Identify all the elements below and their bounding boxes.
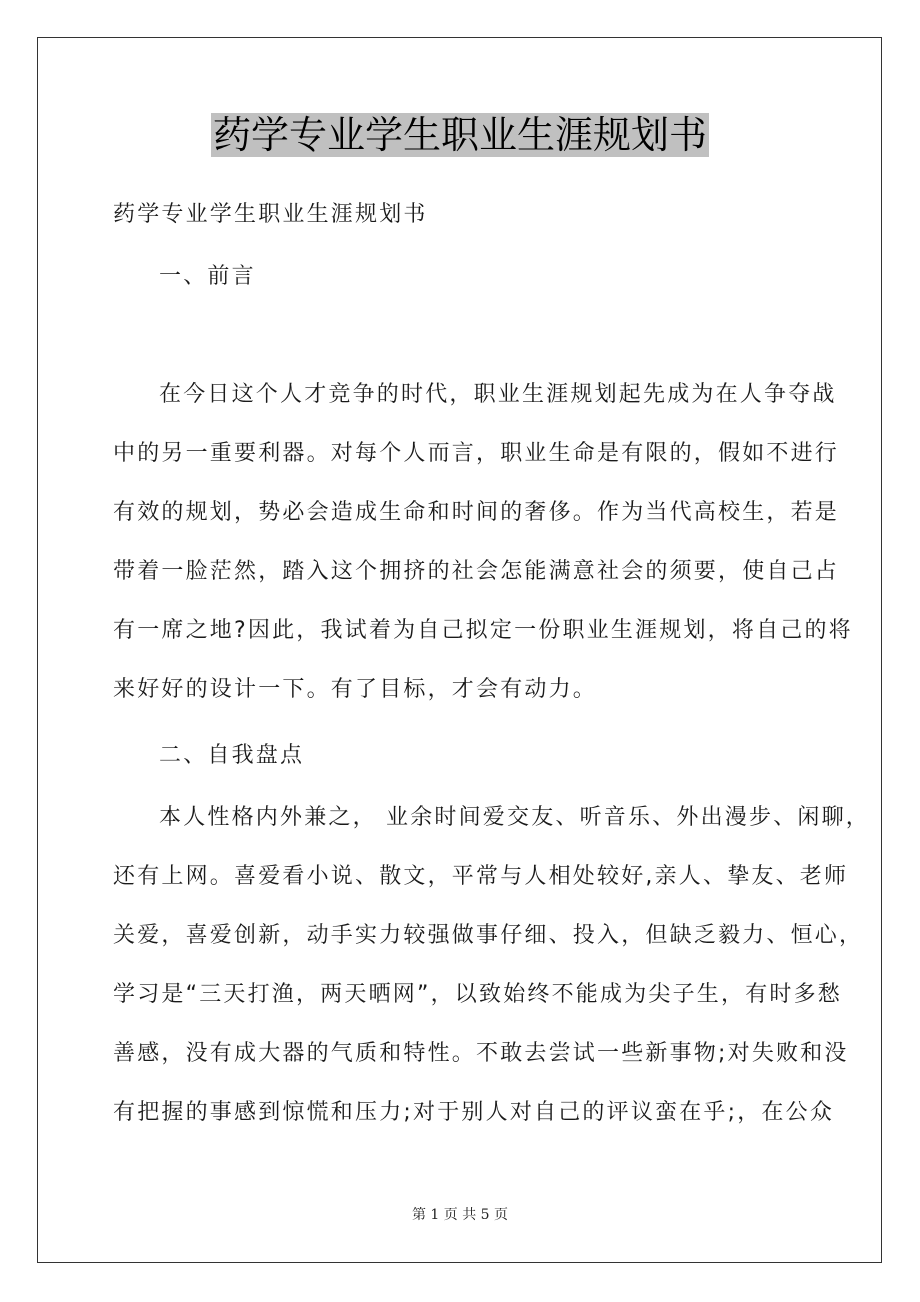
paragraph-line: 有一席之地?因此，我试着为自己拟定一份职业生涯规划，将自己的将 bbox=[113, 618, 853, 643]
document-subtitle: 药学专业学生职业生涯规划书 bbox=[113, 202, 428, 227]
paragraph-line: 中的另一重要利器。对每个人而言，职业生命是有限的，假如不进行 bbox=[113, 441, 840, 466]
paragraph-line: 来好好的设计一下。有了目标，才会有动力。 bbox=[113, 677, 598, 702]
paragraph-line: 本人性格内外兼之， 业余时间爱交友、听音乐、外出漫步、闲聊， bbox=[159, 805, 870, 830]
paragraph-line: 关爱，喜爱创新，动手实力较强做事仔细、投入，但缺乏毅力、恒心， bbox=[113, 923, 864, 948]
paragraph-line: 还有上网。喜爱看小说、散文，平常与人相处较好,亲人、挚友、老师 bbox=[113, 864, 849, 889]
title-container bbox=[0, 113, 920, 157]
paragraph-line: 善感，没有成大器的气质和特性。不敢去尝试一些新事物;对失败和没 bbox=[113, 1041, 849, 1066]
paragraph-line: 有把握的事感到惊慌和压力;对于别人对自己的评议蛮在乎;，在公众 bbox=[113, 1100, 835, 1125]
paragraph-line: 在今日这个人才竞争的时代，职业生涯规划起先成为在人争夺战 bbox=[159, 382, 837, 407]
paragraph-line: 有效的规划，势必会造成生命和时间的奢侈。作为当代高校生，若是 bbox=[113, 500, 840, 525]
paragraph-line: 学习是“三天打渔，两天晒网”，以致始终不能成为尖子生，有时多愁 bbox=[113, 982, 842, 1007]
document-title: 药学专业学生职业生涯规划书 bbox=[212, 113, 707, 157]
page-number-footer: 第 1 页 共 5 页 bbox=[411, 1207, 509, 1223]
paragraph-line: 带着一脸茫然，踏入这个拥挤的社会怎能满意社会的须要，使自己占 bbox=[113, 559, 840, 584]
section-heading-self-assessment: 二、自我盘点 bbox=[159, 743, 305, 768]
section-heading-preface: 一、前言 bbox=[159, 264, 256, 289]
